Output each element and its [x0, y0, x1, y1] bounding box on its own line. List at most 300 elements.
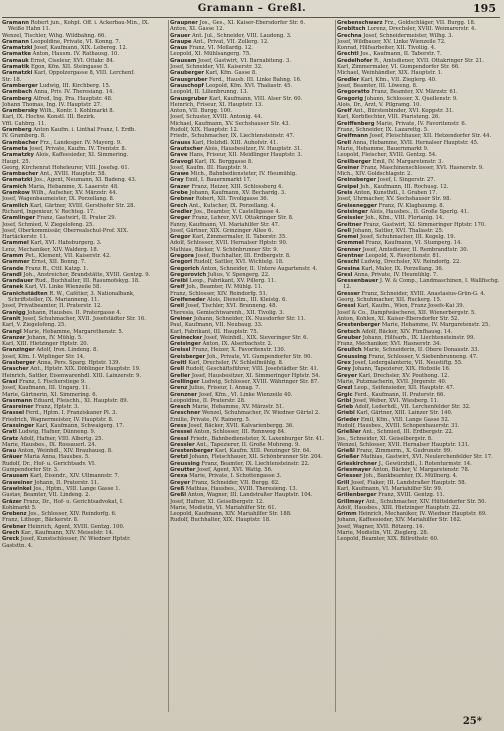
entry-details: Karl, Kaufmann, VIII. Alser Str. 60. [208, 95, 303, 102]
entry-surname: Gramann [2, 38, 29, 45]
entry-surname: Greisberger [170, 353, 206, 360]
entry-details: Josef, Hafner, XI. Geiselbergstr. 12. [170, 498, 264, 505]
entry-details: Karl, Fabrikant, III. Hauptstr. 75. [170, 328, 259, 335]
entry-details: Theresia, Gemischtwarenh., XII. Tivolig. 3. [170, 309, 285, 316]
entry-surname: Grawe [170, 171, 189, 178]
entry-details: Anton, Kohlen, XI. Kaiser-Ebersdorfer Str. 52. [337, 315, 460, 322]
directory-entry [337, 536, 502, 542]
entry-details: Franz, Gastwirt, II. Prater 29. [36, 215, 117, 222]
entry-details: Wenzel, Schlosser, XVII. Hernalser Hauptstr. 131. [337, 441, 470, 448]
entry-surname: Gray [170, 177, 184, 184]
entry-surname: Gramauk [2, 57, 29, 64]
entry-details: Anton, Wagner, III. Landstraßer Hauptstr. 104. [187, 492, 313, 499]
entry-surname: Greil [170, 303, 185, 310]
entry-details: Johann, Sattler, XVI. Thaliastr. 25. [352, 227, 444, 234]
entry-details: Josef, I. Singerstr. 27. [377, 177, 436, 184]
entry-details: Franz, Schneider, IX. Lazarettg. 5. [337, 127, 429, 134]
entry-details: Johann Thomas, Ing. IV. Hauptstr. 27. [2, 101, 102, 108]
entry-details: Pet., Klement, VII. Kaiserstr. 42. [25, 252, 111, 259]
entry-details: Marie, Hausbes., IX. Rossauerl. 24. [2, 441, 97, 448]
entry-details: Marie, Putzmacherin, XVII. Jörgerstr. 40. [337, 378, 447, 385]
entry-details: Ant., Kutscher, IX. Porzellang. 4. [188, 202, 276, 209]
entry-surname: Greisinger [170, 341, 201, 348]
entry-surname: Gramkow [2, 190, 30, 197]
entry-details: Jos., Hptm., VIII. Lange Gasse 1. [33, 485, 121, 492]
entry-details: Marie, Schneiderin, II. Obere Donaustr. 33. [363, 347, 480, 354]
entry-surname: Granigg [2, 309, 26, 316]
column-divider [335, 20, 336, 712]
entry-surname: Gregor [170, 234, 191, 241]
entry-details: Anna, Pers. Sparg. Hptstr. 139. [37, 360, 121, 367]
entry-surname: Gresina [337, 265, 360, 272]
entry-details: Johann, Kaufmann, XV. Bechardg. 3. [189, 190, 286, 197]
entry-surname: Grandl [2, 271, 22, 278]
entry-details: Maria Anna, Hausbes. 5. [24, 454, 90, 461]
entry-surname: Grießer [337, 454, 360, 461]
entry-details: Karl, Kaufm. XIII. Penzinger Str. 64. [214, 448, 312, 455]
entry-details: Anton, Schneider, II. Untere Augartenstr. 4. [200, 265, 318, 272]
entry-details: Karl, IX. Hochw. Konstl. III. Bezirk. [2, 114, 96, 121]
entry-details: Karl, Zimmermaler, VI. Gumpendorfer Str. 66. [337, 64, 460, 71]
entry-details: Josef, Privatbeamter, II. Praterstr. 12. [2, 303, 102, 310]
entry-details: Marie, Hebamme, Margarethenstr. 5. [23, 328, 124, 335]
entry-details: Adolf, Hausbes., XIII. Hietzinger Hauptstr. 22. [337, 504, 461, 511]
entry-details: Josef, Beamter, III. Löweng. 8. [337, 82, 418, 89]
entry-details: Karl, Oppolzergasse 8, VIII. Lerchenf. [33, 70, 135, 77]
sheet-mark: 25* [462, 716, 482, 727]
entry-surname: Grebenschwarz [337, 20, 383, 26]
entry-surname: Grell [337, 227, 352, 234]
entry-details: Maria, Hebamme, X. Laaerstr. 48. [28, 183, 119, 190]
entry-details: IV. Gramberg. 8. [2, 133, 46, 140]
entry-details: Frz., Landesger. IV. Mayerg. 9. [39, 139, 122, 146]
entry-surname: Grebner [2, 523, 27, 530]
entry-details: Anton, Bäcker, V. Margaretenstr. 78. [372, 467, 470, 474]
entry-details: Emil, IV. Margaretenstr. 3. [372, 158, 444, 165]
entry-details: Alois, Kaffeesieder, XI. Simmering. [35, 152, 129, 159]
entry-details: Heinrich, Friseur, XI. Hauptstr. 13. [170, 101, 264, 108]
directory-entry [2, 543, 166, 549]
entry-details: Friedr., Bahnbediensteter, X. Laxenburger Str. 41. [190, 435, 324, 442]
entry-details: Johann, Kaffeesieder, XIV. Mariahilfer Str. 162. [337, 517, 462, 524]
entry-surname: Gressel [170, 429, 193, 436]
entry-surname: Graweiner [2, 479, 33, 486]
entry-surname: Grausam [170, 57, 197, 64]
entry-details: Alois, Dr., Arzt, V. Pilgramg. 10. [337, 101, 422, 108]
entry-details: Rudolf, Sattler, XVI. Wichtelg. 18. [193, 259, 284, 266]
entry-surname: Gräuer [2, 454, 23, 461]
entry-surname: Graus [170, 45, 188, 52]
entry-details: Leopold, X. Favoritenstr. 81. [365, 252, 441, 259]
entry-details: Georg, Schuhmacher, XII. Ruckerg. 15. [337, 297, 442, 304]
entry-details: Leopold, Beamter, XIX. Billrothstr. 60. [337, 536, 439, 543]
entry-surname: Greinsberger [337, 177, 376, 184]
entry-details: Josef, Uhrmacher, XV. Sechshauser Str. 98. [337, 196, 452, 203]
entry-details: Ant., Schuhmacher, XIV. Hütteldorfer Str. 50. [365, 498, 487, 505]
entry-surname: Gramatzki [2, 45, 33, 52]
entry-details: Ant., Bürstenbinder, XVI. Koppstr. 31. [353, 108, 454, 115]
entry-details: Josef, Kunstschlosser, IV. Wiedner Hptstr. [20, 536, 131, 543]
entry-details: Fanny, Kaufmann, VI. Mariahilfer Str. 47. [170, 221, 280, 228]
entry-surname: Griesser [337, 473, 362, 480]
entry-surname: Gramatik [2, 64, 30, 71]
entry-details: Alois, Dienstm., III. Kleistg. 6. [206, 297, 287, 304]
entry-details: Josef, Wagenbaumeister, IX. Porzellang. 8. [2, 196, 115, 203]
entry-details: Heinrich, Mechaniker, IV. Wiedner Hauptstr. 69. [358, 511, 487, 518]
entry-surname: Greifmann [337, 133, 369, 140]
entry-surname: Gresch [170, 404, 191, 411]
entry-details: Ernst, XII. Bonng. 7. [31, 259, 86, 266]
header-rule [2, 17, 500, 18]
entry-details: Franz, Dr., Hof- u. Gerichtsadvokat, I. [23, 498, 124, 505]
entry-surname: Grasberger [2, 360, 36, 367]
directory-entry [2, 20, 166, 33]
entry-details: Wenzel, Schuhmacher, IV. Wiedner Gürtel 2. [202, 410, 320, 417]
entry-details: Lorenz, Drechsler, XVIII. Weimarerstr. 4. [367, 26, 476, 33]
entry-details: Rudolf, XIX. Hauptstr. 12. [170, 127, 239, 134]
entry-details: Ferd., Kaufmann, II. Praterstr. 66. [354, 391, 445, 398]
entry-details: Ant. Jul., Schneider, VIII. Laudong. 3. [192, 32, 292, 39]
entry-surname: Greller [170, 372, 191, 379]
entry-details: Str. 18. [2, 76, 22, 83]
entry-details: Josef, Kaufm. III. Hauptstr. 9. [170, 164, 249, 171]
entry-details: Mathias, Hausbes., XVIII. Theresieng. 13. [185, 485, 298, 492]
entry-details: Leopoldine, Private, VI. Konng. 7. [30, 38, 121, 45]
entry-surname: Gramatzky [2, 152, 34, 159]
entry-surname: Grauer [170, 32, 191, 39]
entry-details: Josef, Kfm. I. Wiplinger Str. 14. [2, 353, 85, 360]
entry-surname: Granzinger [2, 347, 35, 354]
entry-details: Leopold, Kaufmann, XIV. Mariahilfer Str. 188. [170, 511, 292, 518]
entry-details: Johann, Hausbes. II. Pratergasse 4. [27, 309, 122, 316]
entry-surname: Gregori [170, 259, 193, 266]
entry-surname: Graupe [170, 38, 192, 45]
entry-surname: Grexa [170, 473, 188, 480]
column-divider [168, 20, 169, 712]
entry-details: Joh., Beamter, IV. Mühlg. 11. [186, 284, 263, 291]
entry-details: Anton, Hausm. IV. Rathausg. 10. [32, 51, 120, 58]
entry-surname: Gribl [337, 397, 352, 404]
entry-surname: Grauberger [170, 70, 204, 77]
entry-details: Franz, Beamter, IX. Liechtensteinstr. 22. [201, 460, 310, 467]
entry-details: Anna, Private, IV. Heumühlg. 7. [354, 271, 438, 278]
entry-details: Josef, Agent, XVI. Wattg. 56. [197, 467, 273, 474]
entry-surname: Grascher [2, 366, 29, 373]
entry-surname: Grex [337, 360, 351, 367]
entry-details: Karl, V. Ziegelofeng. 25. [2, 322, 67, 329]
entry-surname: Greussing [170, 460, 200, 467]
entry-details: Franz, IV. Klagbaumg. 8. [378, 202, 445, 209]
entry-surname: Gregorovich [170, 271, 207, 278]
entry-surname: Gramm [2, 252, 24, 259]
entry-details: Franz R., Cttf. Katzg. 1. [25, 265, 89, 272]
entry-details: Franz, I. Fischerstiege 9. [19, 378, 86, 385]
entry-surname: Grave [170, 152, 188, 159]
entry-surname: Grameta [2, 145, 28, 152]
entry-surname: Gramlinger [2, 215, 36, 222]
entry-details: Marie, Private, IV. Favoritenstr. 6. [376, 120, 467, 127]
entry-details: Leopold, XI. Mühlsangerg. 75. [170, 51, 251, 58]
entry-surname: Gräzer [2, 498, 22, 505]
entry-details: Frz., Goldschläger, VII. Burgg. 18. [384, 20, 476, 26]
entry-surname: Gresser [337, 290, 360, 297]
entry-surname: Grasreiner [2, 404, 34, 411]
entry-surname: Grawinkel [2, 485, 32, 492]
entry-details: Johann, Tapezierer, XIX. Hofzeile 16. [352, 366, 451, 373]
entry-details: Haupt. 25. [2, 158, 31, 165]
entry-details: Josef & Co., Dampfwäscherei, XII. Wienerbergstr. 5. [337, 309, 476, 316]
entry-details: R., Amtsdiener, XVII. Ottakringer Str. 21. [374, 57, 484, 64]
entry-surname: Grausgruber [170, 95, 208, 102]
entry-details: Anton Kaufm. i. Linthal Franz, I. Erdb. [33, 127, 136, 134]
entry-surname: Grechtl [337, 51, 359, 58]
entry-surname: Greck [2, 536, 20, 543]
entry-surname: Gregoratto [337, 89, 370, 96]
entry-surname: Grimm [337, 511, 357, 518]
entry-surname: Gramberger [2, 82, 38, 89]
entry-details: J. W. & Comp., Landmaschinen, I. Wallfischg. 12. [343, 278, 500, 291]
entry-details: Heinrich, Agent, XVIII. Gentzg. 100. [27, 523, 125, 530]
entry-details: Marie, Hebamme, XV. Märzstr. 51. [192, 404, 284, 411]
entry-surname: Grenzner [170, 391, 198, 398]
entry-details: Ludwig, III. Kirchberg. 15. [39, 82, 111, 89]
entry-surname: Gressl [170, 435, 189, 442]
entry-details: Rudolf, Hausbes., XVIII. Schopenhauerstr. 31. [337, 423, 460, 429]
entry-details: Ludwig, Schlosser, XVIII. Währinger Str. 87. [201, 378, 319, 385]
entry-details: Marie, Modistin, VII. Zieglerg. 28. [337, 530, 429, 537]
entry-surname: Gressenbauer [337, 278, 379, 285]
entry-details: Emil, Kfm., VIII. Lange Gasse 52. [360, 416, 450, 423]
entry-details: R. W., Cafétier, 3. Nationalbank, Schriftsteller, IX. Marianneng. 11. [8, 290, 135, 304]
entry-details: Franz, XVIII. Gentzg. 11. [378, 492, 445, 499]
entry-details: Josef, Schneidermeister, Wilhg. 3. [363, 32, 454, 39]
entry-surname: Grauschopf [170, 82, 204, 89]
entry-details: Julius, V. Spengerg. 22. [207, 271, 270, 278]
entry-details: Emilie, Private, IV. Rainerg. 5. [170, 416, 251, 423]
entry-details: Leopoldine, II. Praterstr. 28. [170, 397, 246, 404]
entry-details: Mathias, Bäcker, V. Schönbrunner Str. 9. [170, 246, 279, 253]
entry-details: Hartäckerstr. 11. [2, 234, 48, 241]
entry-details: Alois, Hausbes., II. Große Sperlg. 41. [369, 208, 469, 215]
entry-surname: Grieskirchner [337, 460, 378, 467]
entry-details: Karl, Drechsler, XV. Pouthong. 12. [358, 372, 450, 379]
entry-details: Franz, Heizer, XIII. Schlossberg 4. [191, 183, 284, 190]
entry-details: Johann, Hilfsarb., IX. Liechtensteinstr. 99. [362, 334, 475, 341]
entry-details: Anton, XI. Gasse 12. [170, 26, 225, 33]
entry-details: Karl, Maler, IX. Porzellang. 36. [361, 265, 444, 272]
entry-details: Josef, Bäcker, XVII. Kalvarienbergg. 36. [188, 423, 294, 429]
directory-entry [2, 291, 166, 304]
entry-details: Rud., Buchhalter, III. Rasumofskyg. 18. [35, 278, 140, 285]
entry-details: Karl, Kaufm., Wien, Franz Josefs-Kai 39. [357, 303, 465, 310]
entry-surname: Greinecker [170, 334, 203, 341]
entry-details: Anton, VII. Burgg. 100. [170, 108, 232, 115]
entry-surname: Greis [337, 190, 353, 197]
entry-surname: Grenner [337, 246, 362, 253]
entry-details: Gaststtn. 4. [2, 542, 33, 549]
entry-surname: Grech [170, 202, 188, 209]
entry-surname: Grangl [2, 328, 22, 335]
entry-surname: Gratl [2, 429, 17, 436]
entry-details: Josef, Schneider, VII. Kaiserstr. 32. [170, 64, 263, 71]
entry-details: Josef, Kaufmann, III. Ungarg. 11. [2, 385, 91, 392]
entry-details: Adolf, Hafner, VIII. Albertg. 25. [19, 435, 104, 442]
entry-details: Karl, XVI. Habsburgerg. 3. [30, 240, 102, 247]
entry-details: Gumpendorfer Str. 3. [2, 467, 59, 474]
entry-details: Egon, Kfm. XII. Steingasse 5. [30, 64, 109, 71]
entry-surname: Grestenberger [337, 322, 381, 329]
entry-surname: Gretzl [170, 454, 188, 461]
entry-details: Franz, Schlosser, XIV. Reindorfg. 51. [170, 290, 268, 297]
entry-details: Anton, Kunsthdl., I. Graben 17. [354, 190, 438, 197]
entry-surname: Greß [170, 485, 185, 492]
entry-surname: Gredelhofer [337, 57, 373, 64]
entry-details: Franz, Zimmerm., X. Gudrunstr. 99. [356, 448, 452, 455]
entry-details: Josef, Schuster, XVIII. Antonig. 44. [170, 114, 263, 121]
entry-details: Robert jun., Kohpt. Off. i. Ackerbau-Min., IX. Weiße Hahn 11. [8, 20, 150, 33]
entry-details: Johann, Schlosser, X. Quellenstr. 9. [364, 95, 458, 102]
entry-details: Mathias, Gastwirt, XVI. Neulerchenfelder Str. 17. [360, 454, 493, 461]
entry-details: Franz, Kaufmann, VI. Stumperg. 14. [365, 240, 463, 247]
entry-details: Adolf, Iron. Lindeng. 8. [36, 347, 99, 354]
entry-details: Vffl. Cahbrg. 11. [2, 120, 46, 127]
entry-details: Karl, Zimmermaler, II. Taborstr. 35. [192, 234, 287, 241]
entry-surname: Grießler [337, 429, 361, 436]
entry-surname: Grambersky [2, 108, 38, 115]
entry-details: Franz, Lehrer, XVI. Ottakringer Str. 8. [192, 215, 294, 222]
entry-details: Karl, Kfm. Gasse 8. [205, 70, 257, 77]
entry-surname: Gregorich [170, 265, 200, 272]
entry-surname: Grausam [2, 473, 29, 480]
entry-details: Karl, Drechsler, IV. Schleifmühlg. 8. [188, 360, 284, 367]
entry-details: Leop., Fabrikant, XV. Pillerg. 11. [189, 278, 276, 285]
entry-details: Adolf, Schlosser, XVII. Hernalser Hptstr. 90. [170, 240, 288, 247]
entry-details: Anna, Priv. IV. Theresiang. 14. [33, 89, 114, 96]
running-head-title: Gramann – Greßl. [197, 3, 307, 14]
entry-details: Adolf, Lederhdl., VII. Lerchenfelder Str. 32. [354, 404, 471, 411]
entry-details: Marie, Hebamme, IV. Margaretenstr. 25. [381, 322, 491, 329]
entry-details: Ant., Privat, VII. Zollerg. 12. [193, 38, 269, 45]
entry-details: Paul, Kaufmann, VII. Neubaug. 33. [170, 322, 263, 329]
entry-surname: Greyer [337, 372, 358, 379]
entry-details: Wenzel, Tischler, Wihg. Wildbahng. 66. [2, 32, 106, 39]
entry-details: Franz, Lithogr., Bäckerstr. 8. [2, 517, 79, 524]
entry-details: Ernst, Ciseleur, XVI. Ottakr. 84. [30, 57, 115, 64]
entry-details: Joh., Kfm., VIII. Florianig. 14. [365, 215, 444, 222]
entry-details: J., Gewürzhdl., I. Rotenturmstr. 14. [378, 460, 472, 467]
entry-surname: Granit [2, 315, 21, 322]
entry-details: Leopold, II. Lilienbrunng. 13. [170, 89, 249, 96]
entry-details: Wilh., Aufseher, XV. Märzstr. 44. [31, 190, 118, 197]
entry-details: Jos., Beamter, V. Castelligasse 4. [193, 208, 281, 215]
entry-details: Julius, Friseur, I. Annag. 7. [188, 385, 261, 392]
entry-surname: Greissl [170, 347, 191, 354]
entry-details: Josef, Gastwirt, VI. Barnabiteng. 3. [198, 57, 291, 64]
entry-details: Josef, Schmied, V. Ziegelofeng. 25. [2, 221, 94, 228]
entry-surname: Grazer [170, 183, 190, 190]
entry-surname: Greitl [170, 360, 187, 367]
entry-details: Karl, XIII. Hietzinger Hptstr. 20. [2, 341, 89, 348]
entry-details: Karl, Kaufmann, VI. Mariahilfer Str. 99. [337, 485, 443, 492]
entry-details: Karl, VI. Linke Wienzeile 58. [24, 284, 102, 291]
entry-surname: Grammel [2, 240, 29, 247]
entry-details: Ludwig, Hafner, Dünneng. 9. [18, 429, 96, 436]
entry-surname: Grammer [2, 259, 30, 266]
entry-surname: Grausgruber [170, 76, 208, 83]
entry-surname: Greger [170, 215, 191, 222]
entry-surname: Greutter [170, 467, 196, 474]
entry-details: Adolf, Bäcker, XIV. Fünfhausg. 14. [361, 328, 453, 335]
entry-surname: Gramlich [2, 202, 29, 209]
entry-details: Emil, I. Bauernmarkt 17. [185, 177, 252, 184]
entry-details: Karl, Eisendr., XIV. Ullmannstr. 7. [30, 473, 120, 480]
entry-details: Franz, Heizer, X. Favoritenstr. 130. [191, 347, 286, 354]
entry-details: Joh., Anstreicher, Brandstätte, XVIII. Gentzg. 9. [23, 271, 151, 278]
entry-surname: Gredler [170, 208, 193, 215]
entry-surname: Gramann [2, 20, 29, 26]
entry-details: Ant., Schmied, III. Erdbergstr. 22. [362, 429, 454, 436]
entry-details: Anna, Hebamme, XVII. Hernalser Hauptstr. 45. [352, 139, 479, 146]
entry-details: Franz, Schneider, VII. Burgg. 62. [191, 479, 280, 486]
entry-details: Friedr., Schuhmacher, IX. Liechtensteinstr. 47. [170, 133, 295, 140]
entry-details: Josef, Private, Kaufm. IV. Trentstr. 8. [29, 145, 127, 152]
entry-surname: Greschl [337, 259, 360, 266]
entry-details: Josef, Fiaker, III. Landstraßer Hauptstr. 58. [350, 479, 467, 486]
column-1 [2, 20, 166, 712]
page-header [0, 0, 504, 18]
entry-details: Kar., Kaufmann, XIV. Meiselstr. 14. [20, 530, 114, 537]
entry-surname: Grassel [2, 410, 25, 417]
entry-surname: Grambacher [2, 171, 39, 178]
entry-details: Richard, Ingenieur, V. Rechteg. 17. [2, 208, 95, 215]
entry-surname: Grande [2, 265, 24, 272]
entry-surname: Gravogl [170, 158, 194, 165]
entry-surname: Gratz [2, 435, 19, 442]
entry-surname: Griesmayer [337, 467, 371, 474]
entry-surname: Greilberger [337, 158, 371, 165]
entry-details: Leopold, Fleischer, XVIII. Gentzg. 54. [337, 152, 437, 159]
entry-details: Josef, Amtsdiener, II. Rembrandtstr. 30. [362, 246, 469, 253]
entry-details: Johann, Schneider, IX. Nussdorfer Str. 11. [193, 315, 306, 322]
entry-surname: Grau [2, 448, 17, 455]
entry-details: Marie, Modistin, VI. Mariahilfer Str. 61. [170, 504, 277, 511]
entry-details: Karl, Holzhdl. XIII. Auhofstr. 41. [192, 139, 279, 146]
page-number: 195 [473, 2, 496, 15]
entry-surname: Gremmel [337, 240, 364, 247]
entry-details: Georg, Kirchenrat Hoheleurer, VIII. Josefsg. 61. [2, 164, 130, 171]
entry-details: Jos., Schneider, XI. Geiselbergstr. 8. [337, 435, 433, 442]
entry-details: Konrad, Hilfsarbeiter, XII. Tivoliig. 4. [337, 45, 436, 52]
entry-details: Kohlmarkt 5. [2, 504, 37, 511]
entry-details: Josef, Weber, XVI. Wiesberg. 11. [352, 397, 439, 404]
entry-surname: Gressler [170, 441, 195, 448]
entry-details: Josef, Fleischhauer, XII. Hetzendorfer Str. 44. [369, 133, 492, 140]
entry-details: Heinrich, Sattler, Eisenwarenhdl. XIII. Lainzerstr. 9. [2, 372, 142, 379]
entry-surname: Greyer [170, 479, 191, 486]
entry-surname: Gregorig [337, 95, 363, 102]
entry-surname: Grillmayr [337, 498, 365, 505]
entry-surname: Gress [170, 423, 187, 429]
entry-details: Franz, Mechaniker, XVI. Hasnerstr. 34. [337, 341, 442, 348]
entry-surname: Graupner [170, 20, 198, 26]
entry-details: Hans, Friseur, XII. Meidlinger Hauptstr. 3. [189, 152, 303, 159]
entry-details: Ferd., Hausb. III. Linke Bahng. 16. [208, 76, 302, 83]
entry-surname: Grassinger [2, 423, 35, 429]
entry-surname: Greif [337, 108, 352, 115]
entry-surname: Gramatke [2, 51, 31, 58]
entry-surname: Greipel [337, 183, 359, 190]
entry-details: Josef, Oberkommissär, Oberrealschul-Prof. XIX. [2, 227, 129, 234]
